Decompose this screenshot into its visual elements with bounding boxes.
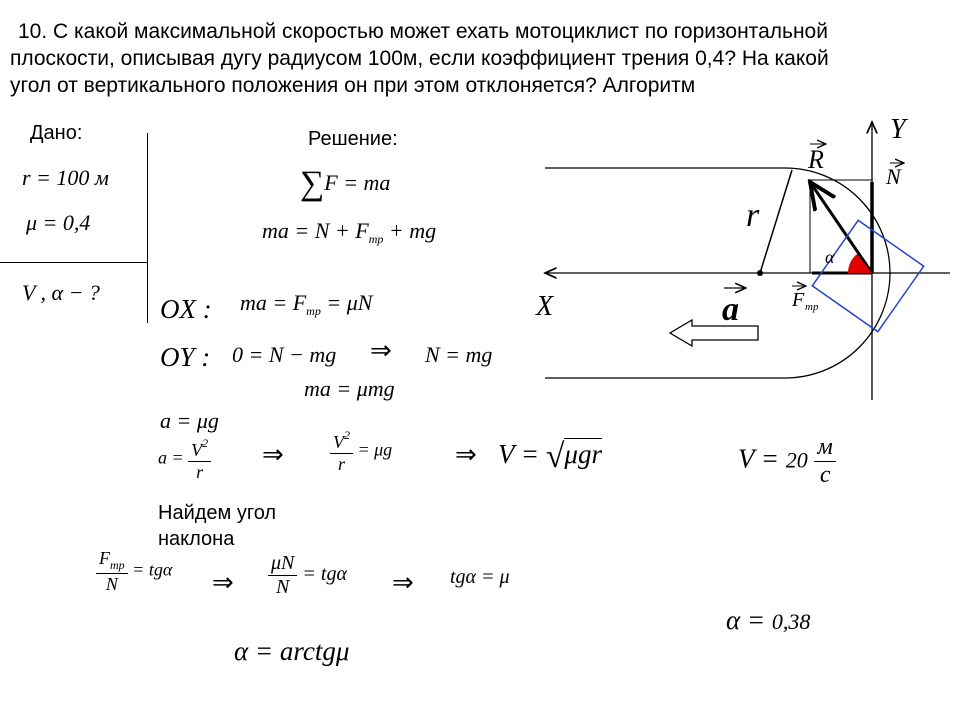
label-F: F — [792, 289, 805, 311]
radius-line — [760, 170, 792, 273]
label-F-sub: тр — [805, 301, 819, 313]
given-mu: μ = 0,4 — [26, 210, 91, 235]
implies-arrow-1: ⇒ — [370, 336, 392, 366]
label-r: r — [746, 197, 760, 234]
given-find: V , α − ? — [22, 280, 100, 305]
angle-label-line-2: наклона — [158, 528, 235, 550]
eq-a-mug: a = μg — [160, 408, 219, 433]
eq-arctg: α = arctgμ — [234, 636, 350, 666]
given-label: Дано: — [30, 122, 83, 144]
eq-forces: ma = $N + F_{тр}$ + mg — [262, 218, 437, 246]
oy-label: OY : — [160, 342, 211, 372]
implies-arrow-3: ⇒ — [455, 440, 477, 470]
eq-tg-1: $\frac{F_{тр}}{N}$ = tgα — [96, 548, 172, 595]
eq-a-v2-r: a = $\frac{V^2}{r}$ — [158, 436, 211, 483]
label-Y: Y — [890, 114, 906, 145]
resultant-R-vector — [810, 182, 872, 273]
eq-v-sqrt: V = √μgr — [498, 438, 602, 475]
label-R: R — [808, 145, 824, 174]
force-diagram — [520, 110, 960, 400]
eq-tg-2: $\frac{\mu N}{N}$ = tgα — [268, 552, 347, 599]
oy-eq: 0 = N − mg — [232, 342, 337, 367]
given-divider-horizontal — [0, 262, 148, 263]
implies-arrow-2: ⇒ — [262, 440, 284, 470]
problem-line-2: плоскости, описывая дугу радиусом 100м, если коэффициент трения 0,4? На какой — [10, 47, 829, 70]
given-r: r = 100 м — [22, 165, 109, 190]
given-divider-vertical — [147, 133, 148, 323]
eq-ma-mumg: ma = μmg — [304, 376, 395, 401]
solution-label: Решение: — [308, 128, 398, 150]
angle-label-line-1: Найдем угол — [158, 502, 277, 524]
problem-line-1: 10. С какой максимальной скоростью может ехать мотоциклист по горизонтальной — [18, 20, 828, 43]
label-alpha: α — [825, 247, 835, 267]
alpha-result: α = 0,38 — [726, 605, 811, 635]
label-X: X — [536, 291, 554, 322]
ox-label: OX : — [160, 294, 212, 324]
rider-box — [812, 220, 923, 331]
implies-arrow-4: ⇒ — [212, 568, 234, 598]
center-point — [757, 270, 763, 276]
problem-line-3: угол от вертикального положения он при этом отклоняется? Алгоритм — [10, 74, 696, 97]
implies-arrow-5: ⇒ — [392, 568, 414, 598]
label-a: a — [722, 291, 739, 328]
eq-v2r-mug: $\frac{V^2}{r}$ = μg — [330, 428, 392, 475]
oy-result: N = mg — [425, 342, 493, 367]
ox-eq: ma = $F_{тр} = \mu N$ — [240, 290, 373, 318]
acceleration-arrow — [670, 320, 758, 346]
eq-sum: ∑F = ma — [300, 165, 391, 202]
problem-statement — [10, 18, 955, 99]
label-N: N — [886, 164, 901, 189]
v-result: V = 20 $\frac{м}{с}$ — [738, 434, 836, 489]
eq-tg-3: tgα = μ — [450, 566, 510, 588]
angle-label — [158, 500, 276, 552]
